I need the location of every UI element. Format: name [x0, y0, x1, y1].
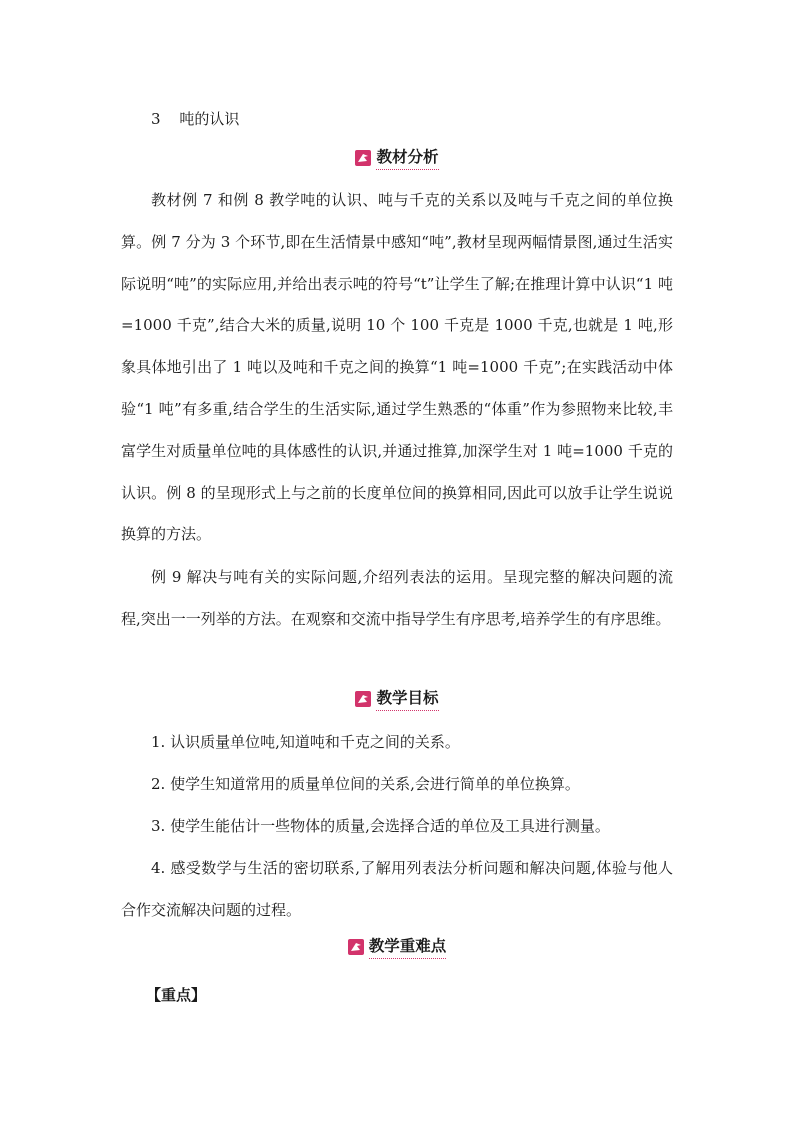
section-heading: [151, 108, 239, 130]
goal-item-4: 4. 感受数学与生活的密切联系,了解用列表法分析问题和解决问题,体验与他人合作交流解决问题的过程。: [121, 859, 673, 919]
goal-item-2: 2. 使学生知道常用的质量单位间的关系,会进行简单的单位换算。: [151, 775, 580, 793]
heading-goals-text: 教学目标: [376, 687, 438, 711]
ribbon-arrow-icon: [355, 691, 371, 707]
analysis-paragraph-1: 教材例 7 和例 8 教学吨的认识、吨与千克的关系以及吨与千克之间的单位换算。例 7 分为 3 个环节,即在生活情景中感知“吨”,教材呈现两幅情景图,通过生活实际说明“吨”的实际应用,并给出表示吨的符号“t”让学生了解;在推理计算中认识“1 吨=1000 千克”,结合大米的质量,说明 10 个 100 千克是 1000 千克,也就是 1 吨,形象具体地引出了 1 吨以及吨和千克之间的换算“1 吨=1000 千克”;在实践活动中体验“1 吨”有多重,结合学生的生活实际,通过学生熟悉的“体重”作为参照物来比较,丰富学生对质量单位吨的具体感性的认识,并通过推算,加深学生对 1 吨=1000 千克的认识。例 8 的呈现形式上与之前的长度单位间的换算相同,因此可以放手让学生说说换算的方法。: [121, 191, 673, 544]
heading-analysis: [0, 146, 794, 170]
goal-item-3: 3. 使学生能估计一些物体的质量,会选择合适的单位及工具进行测量。: [151, 817, 610, 835]
ribbon-arrow-icon: [355, 150, 371, 166]
heading-key-points-text: 教学重难点: [369, 935, 447, 959]
section-title-text: 吨的认识: [179, 110, 240, 128]
heading-key-points: [0, 935, 794, 959]
goal-item-1: 1. 认识质量单位吨,知道吨和千克之间的关系。: [151, 733, 460, 751]
heading-analysis-text: 教材分析: [376, 146, 438, 170]
ribbon-arrow-icon: [348, 939, 364, 955]
section-number: 3: [151, 110, 161, 128]
analysis-paragraph-2: 例 9 解决与吨有关的实际问题,介绍列表法的运用。呈现完整的解决问题的流程,突出一一列举的方法。在观察和交流中指导学生有序思考,培养学生的有序思维。: [121, 568, 673, 628]
heading-goals: [0, 687, 794, 711]
key-point-label: 【重点】: [146, 986, 207, 1004]
